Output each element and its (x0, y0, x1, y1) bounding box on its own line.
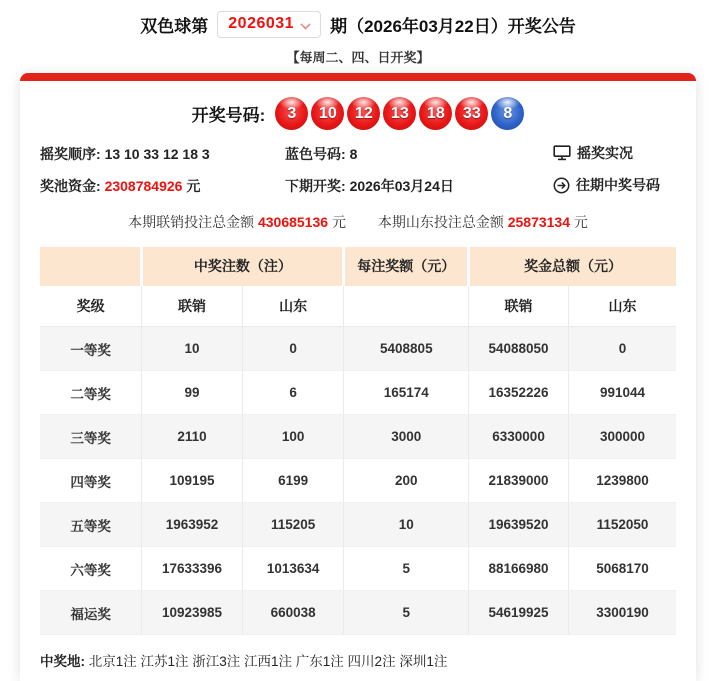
total-national: 6330000 (469, 415, 569, 459)
prize-level: 五等奖 (40, 503, 142, 547)
group-header-blank (40, 247, 142, 286)
count-shandong: 115205 (242, 503, 344, 547)
page-title (0, 11, 716, 38)
table-row (40, 327, 676, 371)
national-sales-unit: 元 (331, 213, 346, 230)
total-shandong: 991044 (568, 371, 676, 415)
total-national: 54088050 (469, 327, 569, 371)
prize-level: 四等奖 (40, 459, 142, 503)
winning-locations (20, 635, 696, 670)
table-row (40, 503, 676, 547)
sales-totals (20, 212, 696, 232)
prize-per-bet: 165174 (344, 371, 469, 415)
live-draw-link[interactable] (553, 143, 633, 163)
red-ball-5: 18 (419, 97, 452, 130)
prize-pool-amount: 2308784926 (104, 177, 183, 194)
prize-level: 一等奖 (40, 327, 142, 371)
count-shandong: 100 (242, 415, 344, 459)
prize-level: 六等奖 (40, 547, 142, 591)
table-row (40, 415, 676, 459)
shandong-sales-value: 25873134 (507, 213, 571, 230)
live-draw-label: 摇奖实况 (577, 145, 633, 161)
issue-dropdown[interactable] (217, 11, 321, 38)
page-header (0, 0, 716, 73)
circle-arrow-right-icon (553, 177, 570, 194)
past-results-link[interactable] (553, 175, 660, 195)
blue-number-value: 8 (349, 145, 358, 162)
total-national: 16352226 (469, 371, 569, 415)
prize-per-bet: 200 (344, 459, 469, 503)
next-draw-date: 2026年03月24日 (349, 177, 454, 194)
draw-order-label: 摇奖顺序: (40, 145, 101, 162)
monitor-icon (553, 145, 571, 161)
total-shandong: 300000 (568, 415, 676, 459)
total-shandong: 0 (568, 327, 676, 371)
blue-ball: 8 (491, 97, 524, 130)
sub-header-level: 奖级 (40, 286, 142, 327)
count-national: 10923985 (142, 591, 242, 635)
table-sub-header-row (40, 286, 676, 327)
count-national: 2110 (142, 415, 242, 459)
issue-value: 2026031 (228, 15, 295, 32)
count-national: 17633396 (142, 547, 242, 591)
shandong-sales-total (378, 214, 588, 230)
prize-pool (40, 176, 285, 196)
sub-header-count-shandong: 山东 (242, 286, 344, 327)
shandong-sales-unit: 元 (573, 213, 588, 230)
draw-order (40, 144, 285, 164)
total-national: 21839000 (469, 459, 569, 503)
table-row (40, 371, 676, 415)
sub-header-count-national: 联销 (142, 286, 242, 327)
red-ball-2: 10 (311, 97, 344, 130)
red-ball-3: 12 (347, 97, 380, 130)
sub-header-blank (344, 286, 469, 327)
group-header-prize-per-bet: 每注奖额（元） (344, 247, 469, 286)
count-shandong: 1013634 (242, 547, 344, 591)
group-header-prize-totals: 奖金总额（元） (469, 247, 676, 286)
prize-per-bet: 10 (344, 503, 469, 547)
prize-level: 福运奖 (40, 591, 142, 635)
prize-per-bet: 5408805 (344, 327, 469, 371)
total-national: 88166980 (469, 547, 569, 591)
count-national: 99 (142, 371, 242, 415)
count-shandong: 660038 (242, 591, 344, 635)
total-shandong: 5068170 (568, 547, 676, 591)
draw-numbers-row (20, 81, 696, 130)
draw-order-value: 13 10 33 12 18 3 (104, 145, 210, 162)
count-national: 109195 (142, 459, 242, 503)
title-prefix: 双色球第 (140, 17, 209, 36)
count-shandong: 6199 (242, 459, 344, 503)
table-row (40, 459, 676, 503)
count-shandong: 6 (242, 371, 344, 415)
prize-per-bet: 5 (344, 547, 469, 591)
card-accent-bar (20, 73, 696, 81)
total-shandong: 1152050 (568, 503, 676, 547)
group-header-winner-counts: 中奖注数（注） (142, 247, 344, 286)
blue-number-label: 蓝色号码: (285, 145, 346, 162)
total-national: 54619925 (469, 591, 569, 635)
result-card (20, 73, 696, 681)
prize-per-bet: 3000 (344, 415, 469, 459)
winning-locations-value: 北京1注 江苏1注 浙江3注 江西1注 广东1注 四川2注 深圳1注 (88, 654, 448, 669)
total-shandong: 1239800 (568, 459, 676, 503)
sub-header-total-national: 联销 (469, 286, 569, 327)
national-sales-label: 本期联销投注总金额 (128, 213, 255, 230)
total-national: 19639520 (469, 503, 569, 547)
prize-table (40, 247, 676, 636)
next-draw-label: 下期开奖: (285, 177, 346, 194)
past-results-label: 往期中奖号码 (576, 177, 660, 193)
prize-pool-unit: 元 (186, 177, 201, 194)
count-national: 10 (142, 327, 242, 371)
title-suffix: 期（2026年03月22日）开奖公告 (330, 17, 576, 36)
draw-numbers-label: 开奖号码: (191, 106, 266, 125)
shandong-sales-label: 本期山东投注总金额 (377, 213, 504, 230)
blue-number (285, 144, 553, 164)
prize-pool-label: 奖池资金: (40, 177, 101, 194)
draw-info-grid (20, 143, 696, 197)
prize-level: 三等奖 (40, 415, 142, 459)
table-row (40, 591, 676, 635)
count-national: 1963952 (142, 503, 242, 547)
draw-schedule-note: 【每周二、四、日开奖】 (286, 50, 430, 65)
winning-locations-label: 中奖地: (40, 654, 85, 669)
count-shandong: 0 (242, 327, 344, 371)
red-ball-4: 13 (383, 97, 416, 130)
table-row (40, 547, 676, 591)
sub-header-total-shandong: 山东 (568, 286, 676, 327)
prize-per-bet: 5 (344, 591, 469, 635)
next-draw (285, 176, 553, 196)
total-shandong: 3300190 (568, 591, 676, 635)
table-group-header-row (40, 247, 676, 286)
red-ball-1: 3 (275, 97, 308, 130)
national-sales-value: 430685136 (257, 213, 329, 230)
prize-level: 二等奖 (40, 371, 142, 415)
chevron-down-icon (301, 18, 310, 27)
red-ball-6: 33 (455, 97, 488, 130)
national-sales-total (128, 214, 350, 230)
